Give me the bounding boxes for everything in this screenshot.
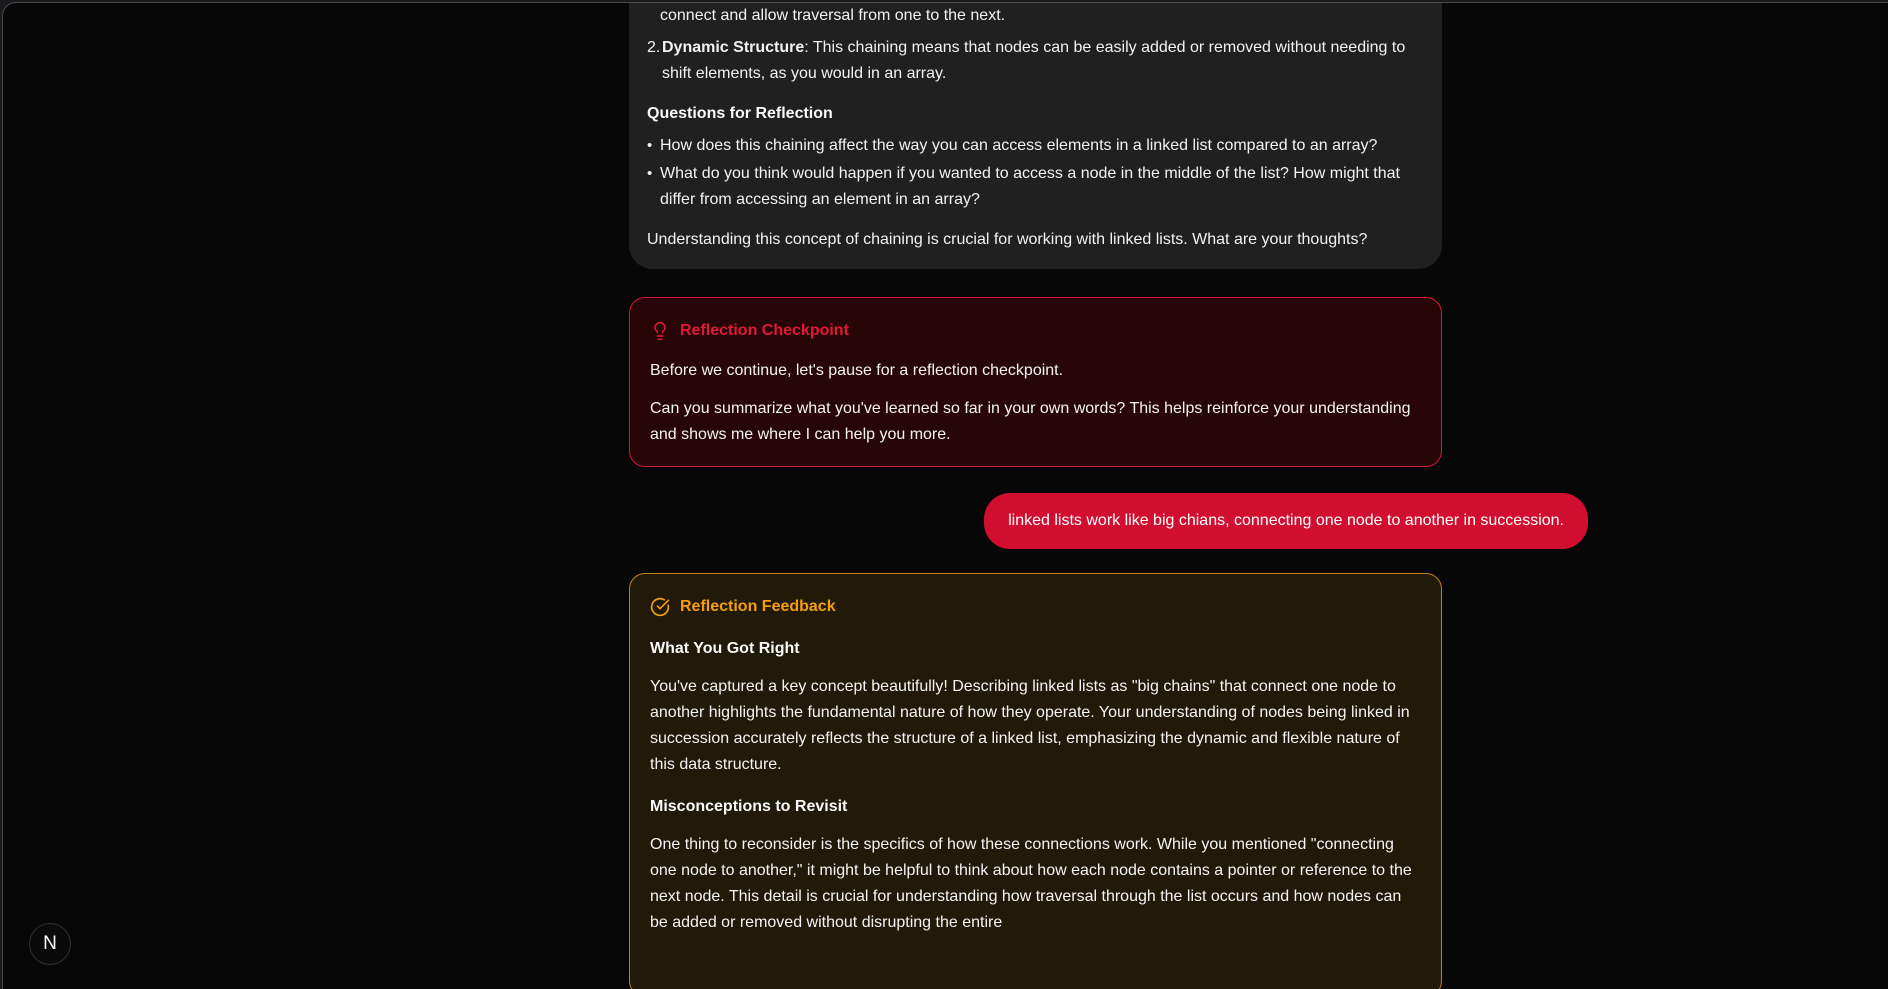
- what-you-got-right-text: You've captured a key concept beautifully! Describing linked lists as "big chains" that connect one node to another highlights the fundamental nature of how they operate. Your understanding of nodes being linked in succession accurately reflects the structure of a linked list, emphasizing the dynamic and flexible nature of this data structure.: [650, 678, 1410, 773]
- checkpoint-paragraph-1: Before we continue, let's pause for a reflection checkpoint.: [650, 362, 1064, 379]
- list-item: • How does this chaining affect the way you can access elements in a linked list compared to an array?: [647, 133, 1416, 159]
- checkpoint-card-header: [650, 318, 1419, 344]
- app-window: [2, 2, 1888, 989]
- reflection-questions-list: [647, 133, 1416, 213]
- user-message-text: linked lists work like big chians, connecting one node to another in succession.: [1008, 512, 1564, 529]
- what-you-got-right-heading: What You Got Right: [650, 640, 800, 657]
- questions-for-reflection-heading: Questions for Reflection: [647, 105, 833, 122]
- user-message-row: [629, 493, 1588, 549]
- chat-scroll-area[interactable]: [629, 3, 1588, 989]
- assistant-message: [629, 2, 1442, 269]
- list-item-bold-lead: Dynamic Structure: [662, 39, 805, 56]
- lightbulb-icon: [650, 321, 670, 341]
- assistant-list-item-2: [647, 35, 1416, 87]
- list-number: 2.: [647, 39, 661, 56]
- list-item: • What do you think would happen if you wanted to access a node in the middle of the list? How might that differ from accessing an element in an array?: [647, 161, 1416, 213]
- user-message-bubble: [984, 493, 1588, 549]
- nextjs-n-logo-icon: N: [43, 933, 57, 954]
- list-item-text: [662, 35, 1416, 87]
- reflection-feedback-card: [629, 573, 1442, 989]
- reflection-checkpoint-card: [629, 297, 1442, 467]
- misconceptions-heading: Misconceptions to Revisit: [650, 798, 848, 815]
- feedback-card-title: Reflection Feedback: [680, 598, 836, 615]
- checkpoint-card-title: Reflection Checkpoint: [680, 322, 849, 339]
- assistant-closing-paragraph: Understanding this concept of chaining is crucial for working with linked lists. What are your thoughts?: [647, 231, 1368, 248]
- feedback-card-header: [650, 594, 1419, 620]
- assistant-list-item-1-continued: connect and allow traversal from one to the next.: [660, 7, 1006, 24]
- checkpoint-paragraph-2: Can you summarize what you've learned so far in your own words? This helps reinforce your understanding and shows me where I can help you more.: [650, 400, 1411, 443]
- misconceptions-text: One thing to reconsider is the specifics of how these connections work. While you mentioned "connecting one node to another," it might be helpful to think about how each node contains a pointer or reference to the next node. This detail is crucial for understanding how traversal through the list occurs and how nodes can be added or removed without disrupting the entire: [650, 836, 1412, 931]
- nextjs-devtools-button[interactable]: [29, 923, 71, 965]
- list-item-rest: : This chaining means that nodes can be easily added or removed without needing to shift elements, as you would in an array.: [662, 39, 1406, 82]
- check-circle-icon: [650, 597, 670, 617]
